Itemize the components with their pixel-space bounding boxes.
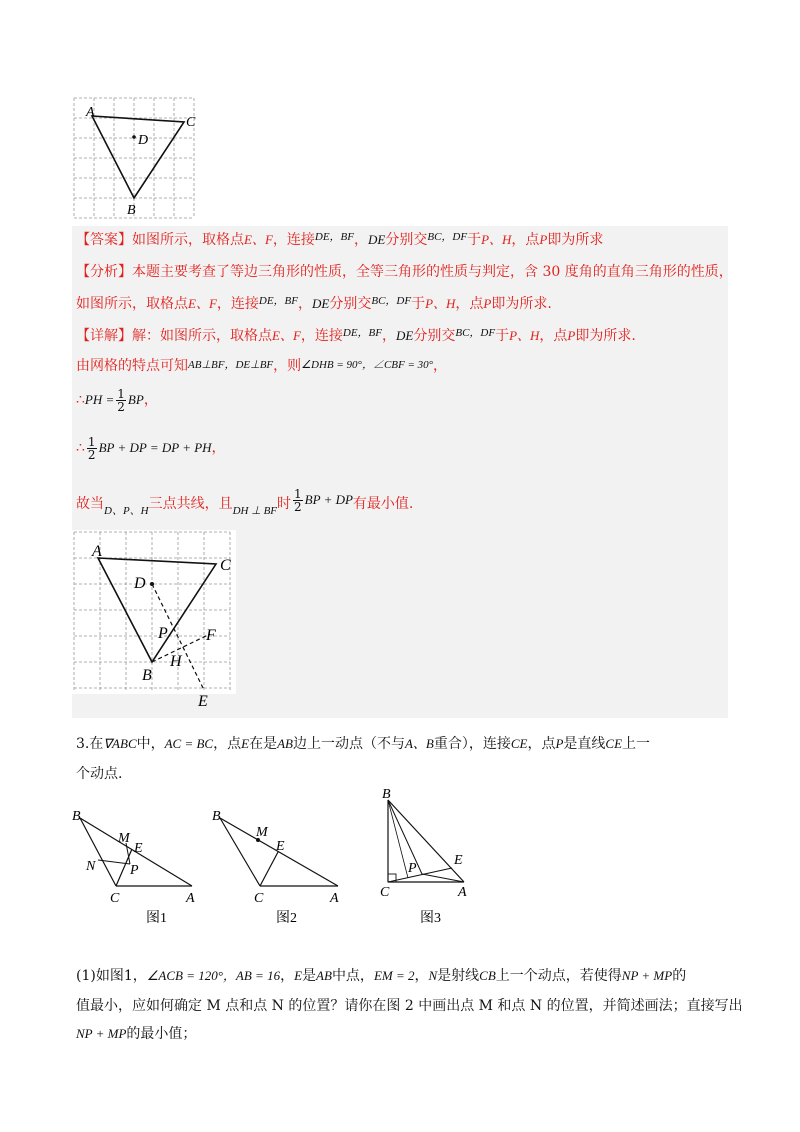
analysis-line-2: 如图所示，取格点E、F，连接$^{DE,BF}$，DE分别交$^{BC,DF}$于P、H，点P即为所求.	[76, 295, 552, 312]
answer-tag: 【答案】	[76, 232, 132, 248]
label-b: B	[72, 809, 81, 824]
subquestion-1-line-3: NP + MP的最小值；	[76, 1026, 197, 1042]
point-d	[132, 135, 136, 139]
fraction-half: $\frac{1}{2}$	[117, 386, 125, 414]
figure-2-caption: 图2	[276, 911, 297, 926]
label-c: C	[110, 891, 120, 906]
figure-2	[208, 806, 348, 926]
label-e: E	[276, 839, 285, 854]
figure-3	[374, 784, 478, 926]
question-3-line-1: 3.在∇ABC中，AC = BC，点E在是AB边上一动点（不与A、B重合），连接CE，点P是直线CE上一	[76, 736, 651, 752]
label-c: C	[254, 891, 264, 906]
fraction-half: $\frac{1}{2}$	[294, 486, 302, 514]
analysis-line-1: 【分析】本题主要考查了等边三角形的性质，全等三角形的性质与判定，含 30 度角的直角三角形的性质，	[76, 264, 733, 280]
label-m: M	[118, 831, 130, 846]
label-c: C	[186, 115, 196, 130]
equation-sum: ∴ $\frac{1}{2}$ BP + DP = DP + PH，	[76, 434, 226, 462]
figure-construction	[72, 530, 236, 710]
subquestion-1-line-2: 值最小，应如何确定 M 点和点 N 的位置？请你在图 2 中画出点 M 和点 N 的位置，并简述画法；直接写出	[76, 998, 743, 1014]
label-f: F	[206, 627, 216, 644]
figure-top-grid	[72, 96, 196, 220]
label-h: H	[170, 653, 182, 670]
question-number: 3.	[76, 736, 90, 752]
label-d: D	[138, 133, 149, 148]
detail-tag: 【详解】	[76, 328, 132, 344]
label-a: A	[458, 885, 467, 900]
label-m: M	[256, 825, 268, 840]
label-p: P	[130, 863, 139, 878]
point-d	[150, 582, 154, 586]
conclusion-line: 故当$_{D、P、H}$三点共线，且$_{DH \perp BF}$时 $\frac{1}{2}$ BP + DP有最小值.	[76, 486, 414, 517]
detail-line-1: 【详解】解：如图所示，取格点E、F，连接$^{DE,BF}$，DE分别交$^{BC,DF}$于P、H，点P即为所求.	[76, 327, 636, 344]
label-b: B	[212, 809, 221, 824]
question-3-line-2: 个动点.	[76, 766, 123, 782]
detail-line-2: 由网格的特点可知AB⊥BF，DE⊥BF，则∠DHB = 90°，∠CBF = 30°，	[76, 358, 448, 374]
equation-ph: ∴PH = $\frac{1}{2}$ BP，	[76, 386, 158, 414]
label-a: A	[86, 105, 95, 120]
label-e: E	[134, 841, 143, 856]
label-b: B	[142, 667, 152, 684]
label-d: D	[134, 575, 146, 592]
subquestion-1-line-1: (1)如图1，∠ACB = 120°，AB = 16，E是AB中点，EM = 2，N是射线CB上一个动点，若使得NP + MP的	[76, 968, 687, 984]
fraction-half: $\frac{1}{2}$	[87, 434, 96, 462]
answer-line: 【答案】如图所示，取格点E、F，连接$^{DE,BF}$，DE分别交$^{BC,DF}$于P、H，点P即为所求	[76, 231, 604, 248]
label-c: C	[220, 557, 231, 574]
figure-3-caption: 图3	[420, 911, 441, 926]
triangle-abc	[92, 116, 184, 198]
label-p: P	[408, 861, 417, 876]
label-p: P	[158, 625, 168, 642]
label-b: B	[127, 203, 136, 218]
label-a: A	[92, 543, 102, 560]
label-e: E	[454, 853, 463, 868]
label-a: A	[186, 891, 195, 906]
label-e: E	[198, 693, 208, 710]
label-a: A	[330, 891, 339, 906]
label-c: C	[380, 885, 390, 900]
figure-1-caption: 图1	[146, 911, 167, 926]
label-n: N	[86, 859, 96, 874]
analysis-tag: 【分析】	[76, 264, 132, 280]
label-b: B	[382, 787, 391, 802]
figure-1	[68, 806, 202, 926]
